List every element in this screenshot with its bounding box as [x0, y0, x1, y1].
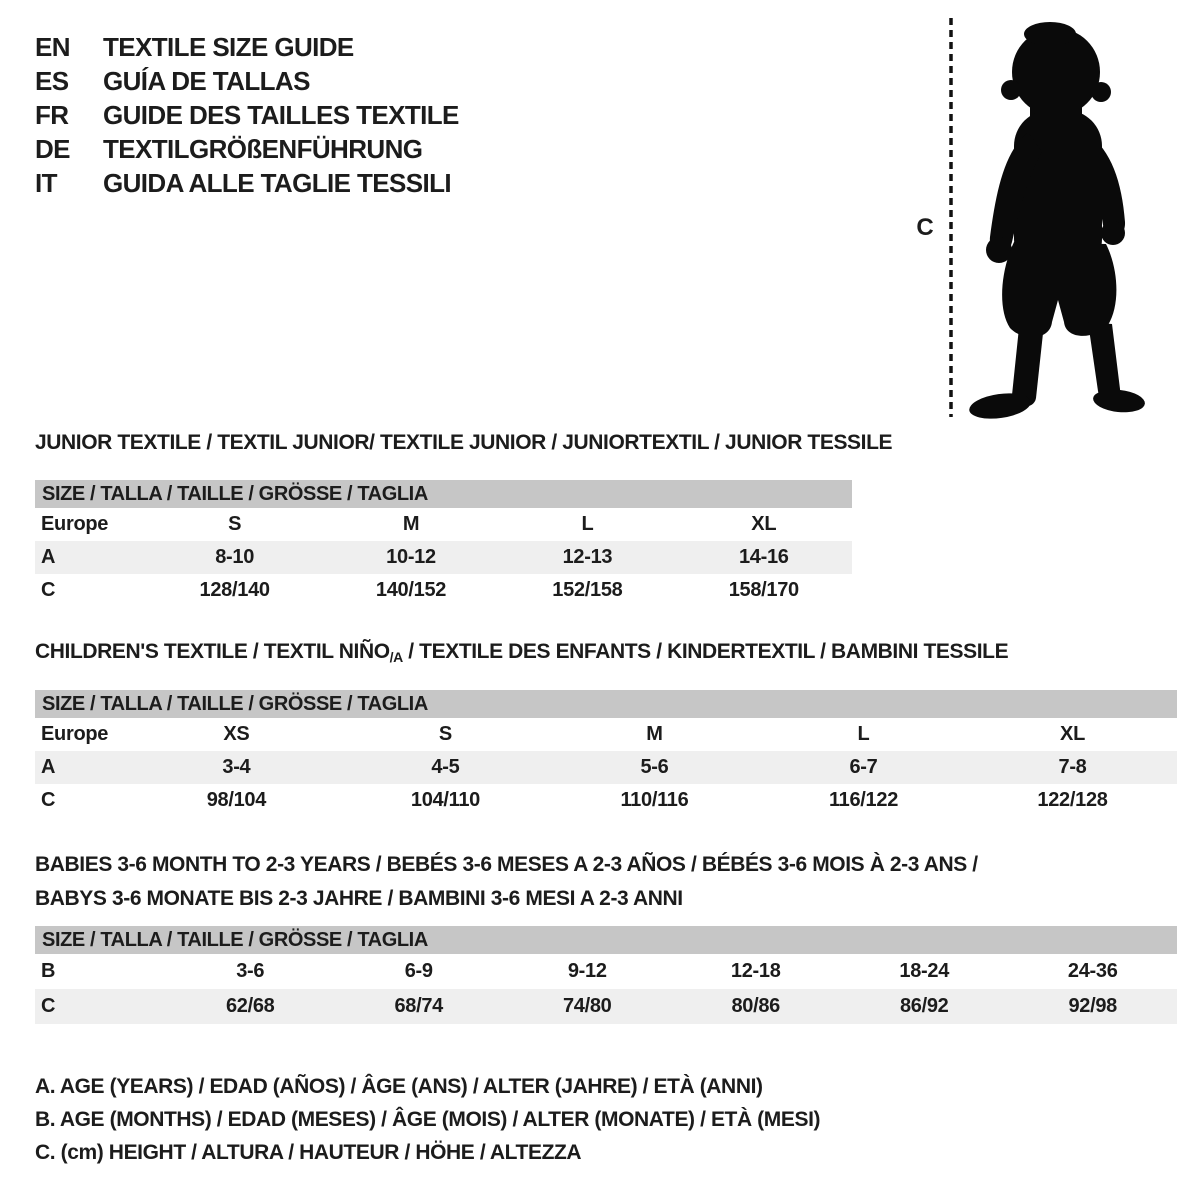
language-row [35, 166, 459, 200]
note-height-cm: C. (cm) HEIGHT / ALTURA / HAUTEUR / HÖHE / ALTEZZA [35, 1141, 582, 1164]
table-row [35, 508, 852, 541]
babies-title-line-1: BABIES 3-6 MONTH TO 2-3 YEARS / BEBÉS 3-6 MESES A 2-3 AÑOS / BÉBÉS 3-6 MOIS À 2-3 ANS / [35, 853, 978, 876]
age-cell: 5-6 [640, 756, 669, 778]
row-label: B [41, 960, 56, 982]
age-cell: 24-36 [1067, 960, 1118, 982]
junior-section-title: JUNIOR TEXTILE / TEXTIL JUNIOR/ TEXTILE JUNIOR / JUNIORTEXTIL / JUNIOR TESSILE [35, 431, 893, 454]
row-label: Europe [41, 723, 109, 745]
age-cell: 6-7 [849, 756, 878, 778]
legend-notes [35, 1070, 820, 1169]
table-row [35, 541, 852, 574]
size-cell: L [581, 513, 594, 535]
height-cell: 68/74 [394, 995, 444, 1017]
language-code: FR [35, 99, 69, 130]
babies-size-table [35, 926, 1177, 1024]
size-header-bar: SIZE / TALLA / TAILLE / GRÖSSE / TAGLIA [35, 690, 1177, 718]
height-cell: 110/116 [620, 789, 689, 811]
table-row [35, 574, 852, 607]
age-cell: 7-8 [1058, 756, 1087, 778]
age-cell: 10-12 [386, 546, 436, 568]
row-label: Europe [41, 513, 109, 535]
language-code: ES [35, 65, 69, 96]
height-cell: 98/104 [206, 789, 267, 811]
age-cell: 3-6 [236, 960, 265, 982]
height-cell: 128/140 [199, 579, 270, 601]
age-cell: 4-5 [431, 756, 460, 778]
height-cell: 116/122 [828, 789, 899, 811]
size-cell: XL [751, 513, 777, 535]
size-cell: L [857, 723, 870, 745]
height-cell: 158/170 [728, 579, 799, 601]
table-row [35, 784, 1177, 817]
table-row [35, 954, 1177, 989]
age-cell: 6-9 [404, 960, 433, 982]
age-cell: 8-10 [215, 546, 255, 568]
language-title-list [35, 30, 459, 200]
height-cell: 122/128 [1037, 789, 1108, 811]
size-cell: M [646, 723, 663, 745]
size-cell: M [402, 513, 420, 535]
height-cell: 152/158 [552, 579, 623, 601]
height-cell: 104/110 [410, 789, 480, 811]
language-title: GUÍA DE TALLAS [103, 65, 310, 96]
babies-section-title [35, 848, 978, 916]
row-label: C [41, 789, 56, 811]
age-cell: 3-4 [222, 756, 251, 778]
height-cell: 140/152 [375, 579, 447, 601]
babies-title-line-2: BABYS 3-6 MONATE BIS 2-3 JAHRE / BAMBINI 3-6 MESI A 2-3 ANNI [35, 887, 683, 910]
height-cell: 74/80 [562, 995, 612, 1017]
children-section-title [35, 640, 1008, 665]
size-header-bar: SIZE / TALLA / TAILLE / GRÖSSE / TAGLIA [35, 926, 1177, 954]
size-cell: S [228, 513, 242, 535]
note-age-years: A. AGE (YEARS) / EDAD (AÑOS) / ÂGE (ANS) / ALTER (JAHRE) / ETÀ (ANNI) [35, 1075, 763, 1098]
junior-size-table [35, 480, 852, 607]
language-title: TEXTILE SIZE GUIDE [103, 31, 354, 62]
children-title-pre: CHILDREN'S TEXTILE / TEXTIL NIÑO [35, 640, 390, 663]
age-cell: 12-13 [562, 546, 613, 568]
language-row [35, 30, 459, 64]
table-row [35, 718, 1177, 751]
size-header-bar: SIZE / TALLA / TAILLE / GRÖSSE / TAGLIA [35, 480, 852, 508]
height-cell: 80/86 [731, 995, 781, 1017]
size-cell: S [438, 723, 452, 745]
row-label: A [41, 546, 56, 568]
language-row [35, 64, 459, 98]
language-title: GUIDE DES TAILLES TEXTILE [103, 99, 459, 130]
row-label: A [41, 756, 56, 778]
language-title: TEXTILGRÖßENFÜHRUNG [103, 133, 423, 164]
baby-silhouette-icon [968, 22, 1146, 422]
language-row [35, 132, 459, 166]
table-row [35, 751, 1177, 784]
language-row [35, 98, 459, 132]
height-cell: 86/92 [899, 995, 949, 1017]
height-cell: 62/68 [225, 995, 275, 1017]
children-size-table [35, 690, 1177, 817]
language-code: DE [35, 133, 70, 164]
language-title: GUIDA ALLE TAGLIE TESSILI [103, 167, 452, 198]
table-row [35, 989, 1177, 1024]
age-cell: 9-12 [567, 960, 607, 982]
age-cell: 18-24 [899, 960, 950, 982]
height-cell: 92/98 [1068, 995, 1118, 1017]
row-label: C [41, 579, 56, 601]
children-title-sub: /A [389, 649, 403, 665]
row-label: C [41, 995, 56, 1017]
baby-silhouette-figure [900, 10, 1170, 425]
size-cell: XL [1060, 723, 1085, 745]
language-code: EN [35, 31, 70, 62]
size-cell: XS [223, 723, 250, 745]
note-age-months: B. AGE (MONTHS) / EDAD (MESES) / ÂGE (MOIS) / ALTER (MONATE) / ETÀ (MESI) [35, 1108, 821, 1131]
age-cell: 12-18 [730, 960, 781, 982]
children-title-post: / TEXTILE DES ENFANTS / KINDERTEXTIL / BAMBINI TESSILE [402, 640, 1009, 663]
language-code: IT [35, 167, 57, 198]
age-cell: 14-16 [738, 546, 789, 568]
height-marker-label: C [916, 214, 934, 241]
